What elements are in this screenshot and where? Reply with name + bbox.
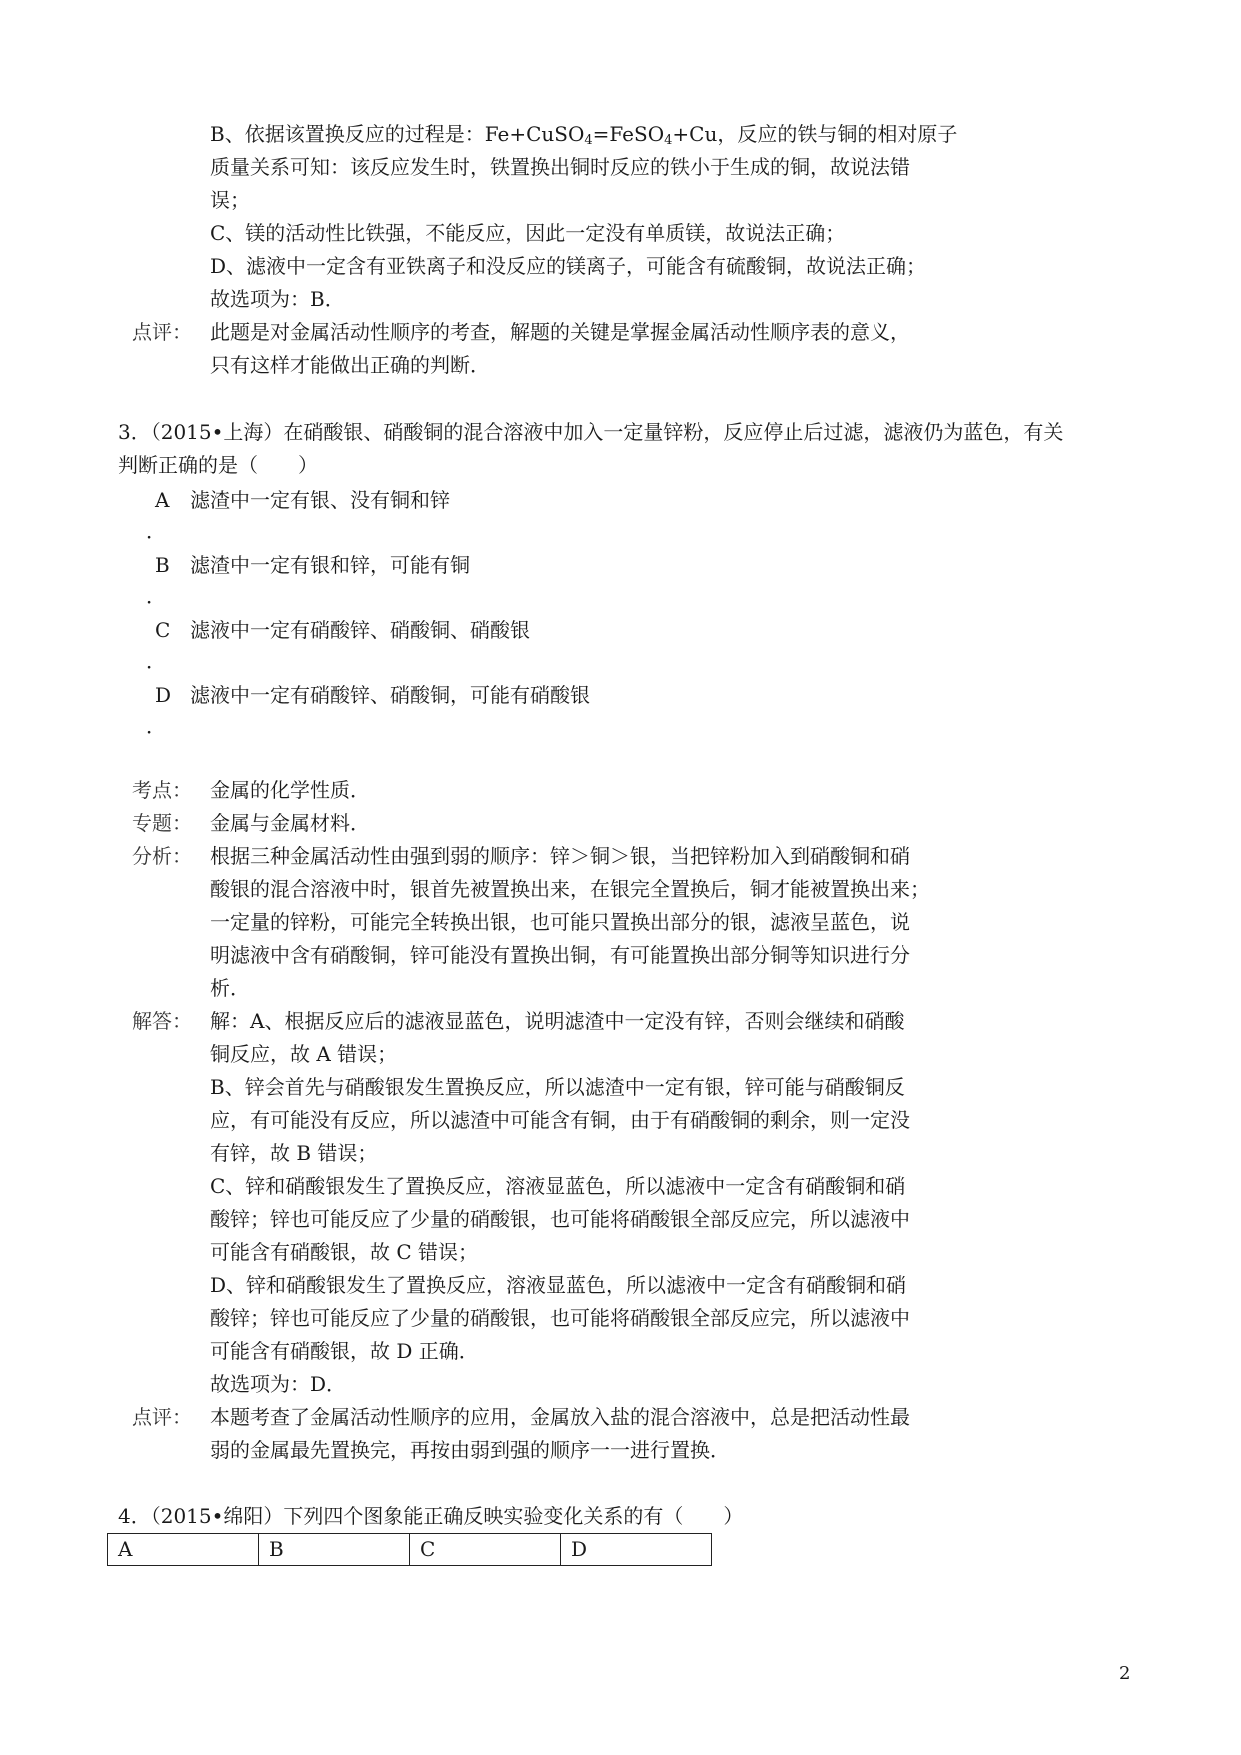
q2-answer: 故选项为：B． <box>210 287 345 311</box>
q3-dianping-line: 弱的金属最先置换完，再按由弱到强的顺序一一进行置换． <box>210 1438 730 1462</box>
q3-option-dot: ． <box>146 649 166 673</box>
q3-jieda-line: 酸锌；锌也可能反应了少量的硝酸银，也可能将硝酸银全部反应完，所以滤液中 <box>210 1306 910 1330</box>
page-number: 2 <box>1119 1663 1131 1684</box>
q2-option-b-line3: 误； <box>210 188 250 212</box>
q3-option-text: 滤渣中一定有银、没有铜和锌 <box>190 488 450 512</box>
q2-option-c-explanation: C、镁的活动性比铁强，不能反应，因此一定没有单质镁，故说法正确； <box>210 221 846 245</box>
table-cell-a: A <box>108 1534 259 1566</box>
q3-option-letter: C <box>155 618 171 642</box>
q3-jieda-line: 可能含有硝酸银，故 C 错误； <box>210 1240 479 1264</box>
q3-kaodian-label: 考点： <box>132 778 192 802</box>
q3-dianping-line: 本题考查了金属活动性顺序的应用，金属放入盐的混合溶液中，总是把活动性最 <box>210 1405 910 1429</box>
q3-jieda-line: B、锌会首先与硝酸银发生置换反应，所以滤渣中一定有银，锌可能与硝酸铜反 <box>210 1075 905 1099</box>
q3-jieda-line: 铜反应，故 A 错误； <box>210 1042 398 1066</box>
q3-jieda-line: 有锌，故 B 错误； <box>210 1141 378 1165</box>
q3-dianping-label: 点评： <box>132 1405 192 1429</box>
q3-jieda-line: 应，有可能没有反应，所以滤渣中可能含有铜，由于有硝酸铜的剩余，则一定没 <box>210 1108 910 1132</box>
table-row <box>108 1534 712 1566</box>
q3-jieda-line: 故选项为：D． <box>210 1372 347 1396</box>
q2-comment-label: 点评： <box>132 320 192 344</box>
q3-zhuanti: 金属与金属材料． <box>210 811 370 835</box>
q4-answer-table <box>107 1533 712 1566</box>
q3-option-letter: D <box>155 683 172 707</box>
q3-fenxi-line: 根据三种金属活动性由强到弱的顺序：锌＞铜＞银，当把锌粉加入到硝酸铜和硝 <box>210 844 910 868</box>
table-cell-d: D <box>561 1534 712 1566</box>
q2-comment-line1: 此题是对金属活动性顺序的考查，解题的关键是掌握金属活动性顺序表的意义， <box>210 320 910 344</box>
q3-stem-line1: 3．（2015•上海）在硝酸银、硝酸铜的混合溶液中加入一定量锌粉，反应停止后过滤，滤液仍为蓝色，有关 <box>118 420 1064 444</box>
q3-zhuanti-label: 专题： <box>132 811 192 835</box>
table-cell-b: B <box>259 1534 410 1566</box>
q3-jieda-label: 解答： <box>132 1009 192 1033</box>
q3-option-text: 滤液中一定有硝酸锌、硝酸铜、硝酸银 <box>190 618 530 642</box>
q3-option-letter: B <box>155 553 170 577</box>
q3-option-dot: ． <box>146 584 166 608</box>
q3-fenxi-line: 析． <box>210 976 250 1000</box>
q2-option-b-explanation: B、依据该置换反应的过程是：Fe+CuSO$_4$=FeSO$_4$+Cu，反应的铁与铜的相对原子 <box>210 122 958 148</box>
q3-fenxi-label: 分析： <box>132 844 192 868</box>
q3-fenxi-line: 酸银的混合溶液中时，银首先被置换出来，在银完全置换后，铜才能被置换出来； <box>210 877 930 901</box>
q3-fenxi-line: 一定量的锌粉，可能完全转换出银，也可能只置换出部分的银，滤液呈蓝色，说 <box>210 910 910 934</box>
q3-option-text: 滤渣中一定有银和锌，可能有铜 <box>190 553 470 577</box>
q3-jieda-line: 酸锌；锌也可能反应了少量的硝酸银，也可能将硝酸银全部反应完，所以滤液中 <box>210 1207 910 1231</box>
q3-stem-line2: 判断正确的是（ ） <box>118 453 318 477</box>
q3-jieda-line: D、锌和硝酸银发生了置换反应，溶液显蓝色，所以滤液中一定含有硝酸铜和硝 <box>210 1273 907 1297</box>
q3-option-letter: A <box>155 488 170 512</box>
q2-option-b-line2: 质量关系可知：该反应发生时，铁置换出铜时反应的铁小于生成的铜，故说法错 <box>210 155 910 179</box>
table-cell-c: C <box>410 1534 561 1566</box>
q3-jieda-line: 解：A、根据反应后的滤液显蓝色，说明滤渣中一定没有锌，否则会继续和硝酸 <box>210 1009 905 1033</box>
q3-option-dot: ． <box>146 519 166 543</box>
q3-option-text: 滤液中一定有硝酸锌、硝酸铜，可能有硝酸银 <box>190 683 590 707</box>
q2-comment-line2: 只有这样才能做出正确的判断． <box>210 353 490 377</box>
q2-option-d-explanation: D、滤液中一定含有亚铁离子和没反应的镁离子，可能含有硫酸铜，故说法正确； <box>210 254 927 278</box>
q3-kaodian: 金属的化学性质． <box>210 778 370 802</box>
q3-option-dot: ． <box>146 714 166 738</box>
q3-fenxi-line: 明滤液中含有硝酸铜，锌可能没有置换出铜，有可能置换出部分铜等知识进行分 <box>210 943 910 967</box>
q3-jieda-line: C、锌和硝酸银发生了置换反应，溶液显蓝色，所以滤液中一定含有硝酸铜和硝 <box>210 1174 906 1198</box>
q3-jieda-line: 可能含有硝酸银，故 D 正确． <box>210 1339 479 1363</box>
q4-stem: 4．（2015•绵阳）下列四个图象能正确反映实验变化关系的有（ ） <box>118 1504 744 1528</box>
